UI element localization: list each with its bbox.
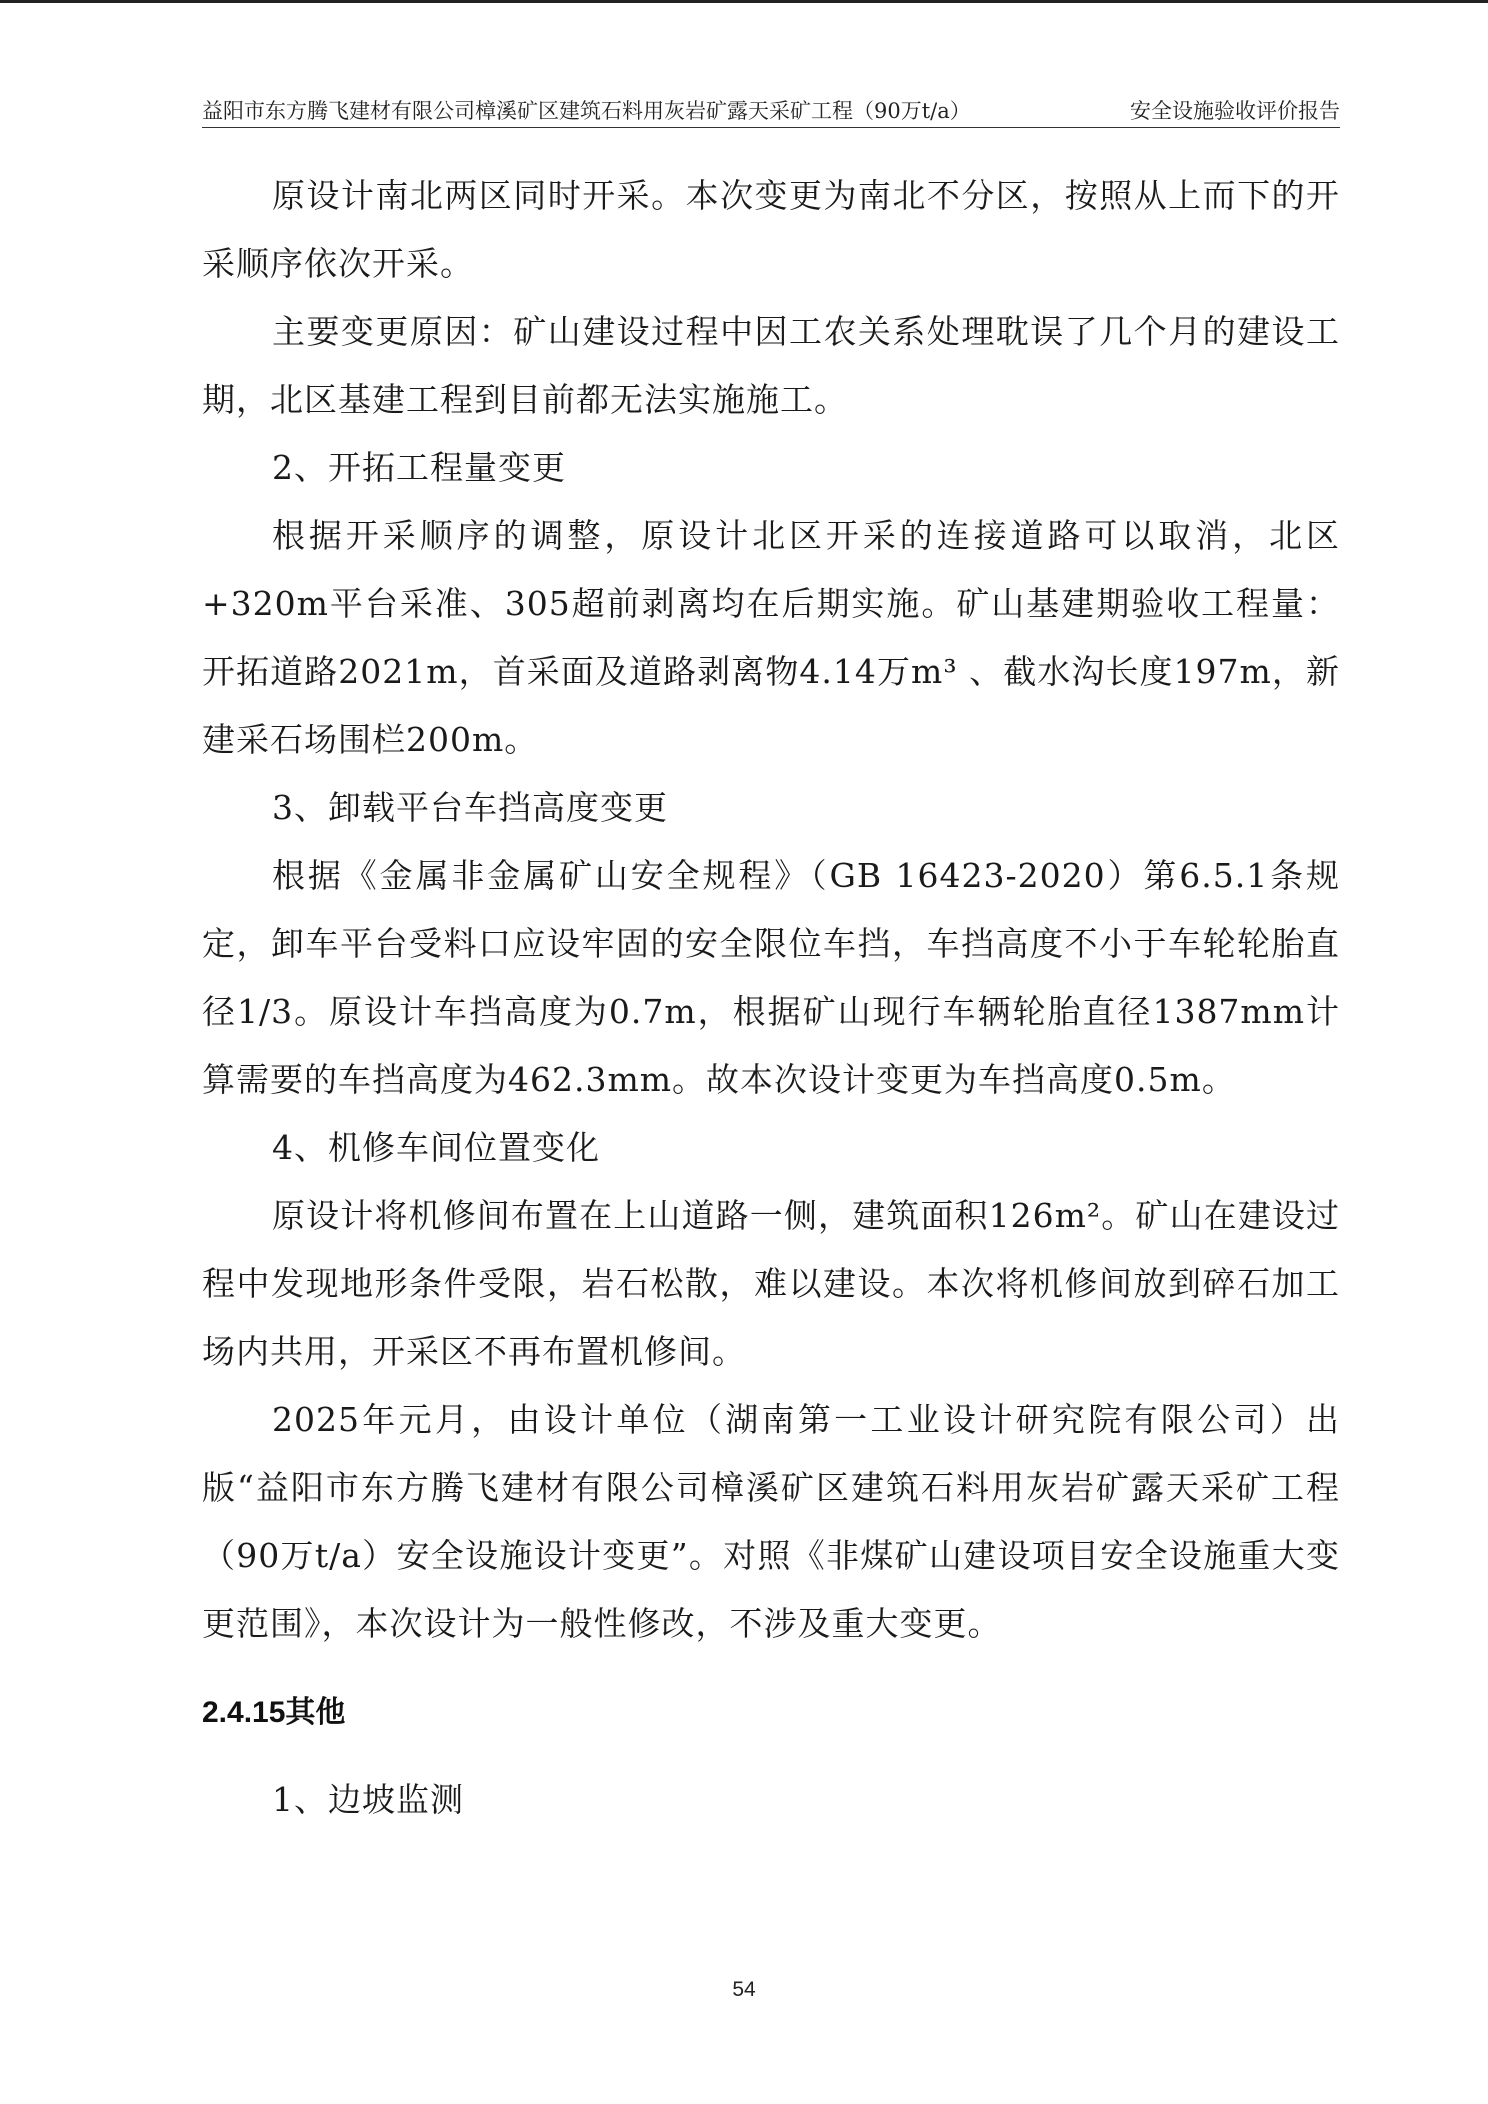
page-top-border [0,0,1488,3]
page-number: 54 [732,1978,756,2001]
paragraph-repair-workshop: 原设计将机修间布置在上山道路一侧，建筑面积126m²。矿山在建设过程中发现地形条件受限，岩石松散，难以建设。本次将机修间放到碎石加工场内共用，开采区不再布置机修间。 [202,1196,1340,1371]
subheading-truck-stop-height: 3、卸载平台车挡高度变更 [272,788,668,827]
header-divider [202,127,1340,128]
running-header [202,96,1340,126]
paragraph-mining-sequence: 原设计南北两区同时开采。本次变更为南北不分区，按照从上而下的开采顺序依次开采。 [202,176,1340,283]
section-heading-others: 2.4.15其他 [202,1696,346,1729]
subheading-development-works: 2、开拓工程量变更 [272,448,566,487]
paragraph-change-reason: 主要变更原因：矿山建设过程中因工农关系处理耽误了几个月的建设工期，北区基建工程到目前都无法实施施工。 [202,312,1340,419]
paragraph-development-quantities: 根据开采顺序的调整，原设计北区开采的连接道路可以取消，北区+320m平台采准、305超前剥离均在后期实施。矿山基建期验收工程量：开拓道路2021m，首采面及道路剥离物4.14万m³ 、截水沟长度197m，新建采石场围栏200m。 [202,516,1340,759]
paragraph-truck-stop-height: 根据《金属非金属矿山安全规程》（GB 16423-2020）第6.5.1条规定，卸车平台受料口应设牢固的安全限位车挡，车挡高度不小于车轮轮胎直径1/3。原设计车挡高度为0.7m，根据矿山现行车辆轮胎直径1387mm计算需要的车挡高度为462.3mm。故本次设计变更为车挡高度0.5m。 [202,856,1340,1099]
subheading-repair-workshop: 4、机修车间位置变化 [272,1128,600,1167]
header-report-title: 安全设施验收评价报告 [1130,99,1340,123]
paragraph-design-change-document: 2025年元月，由设计单位（湖南第一工业设计研究院有限公司）出版“益阳市东方腾飞建材有限公司樟溪矿区建筑石料用灰岩矿露天采矿工程（90万t/a）安全设施设计变更”。对照《非煤矿山建设项目安全设施重大变更范围》，本次设计为一般性修改，不涉及重大变更。 [202,1400,1340,1643]
list-item-slope-monitoring: 1、边坡监测 [272,1780,464,1819]
header-project-title: 益阳市东方腾飞建材有限公司樟溪矿区建筑石料用灰岩矿露天采矿工程（90万t/a） [202,99,971,123]
